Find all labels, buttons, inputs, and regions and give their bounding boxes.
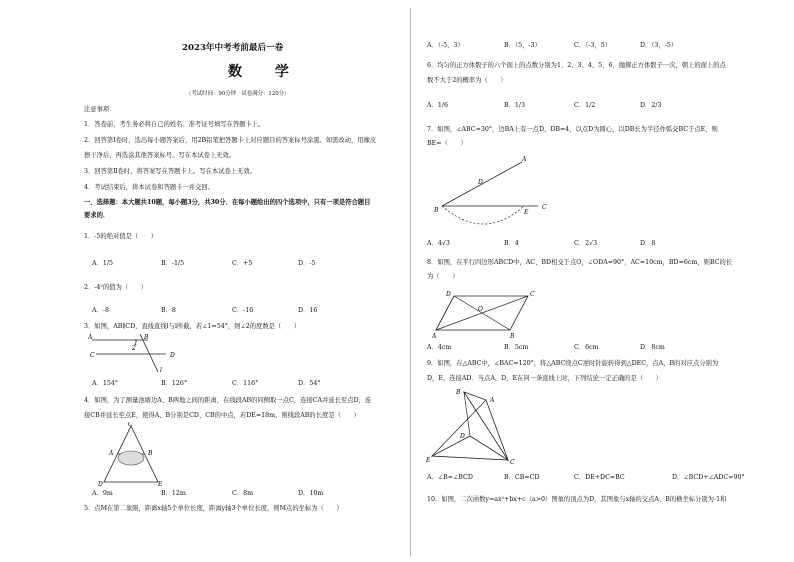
q2-option-d[interactable]: D．16: [298, 307, 318, 314]
q5-option-c[interactable]: C．（-3，5）: [574, 42, 611, 49]
q4-option-b[interactable]: B．12m: [161, 490, 186, 497]
q4-option-a[interactable]: A．9m: [92, 490, 113, 497]
note-item: 擦干净后，再选涂其他答案标号。写在本试卷上无效。: [84, 152, 236, 159]
q8-figure: [432, 286, 542, 340]
q6-option-a[interactable]: A．1/6: [427, 102, 448, 109]
label-a: A: [88, 334, 93, 341]
q4-option-d[interactable]: D．10m: [298, 490, 324, 497]
q7-option-d[interactable]: D．8: [640, 240, 656, 247]
q8-line2: 为（ ）: [427, 273, 459, 280]
q7-option-a[interactable]: A．4√3: [427, 240, 450, 247]
q2-option-b[interactable]: B．8: [161, 307, 176, 314]
q1-option-a[interactable]: A．1/5: [92, 260, 113, 267]
label-d: D: [98, 481, 103, 488]
pond: [118, 451, 144, 465]
q6-option-d[interactable]: D．2/3: [640, 102, 662, 109]
q3-stem: 3．如图，AB∥CD，直线直线l与l所截，若∠1=54°，则∠2的度数是（ ）: [84, 323, 301, 330]
line-l: [140, 334, 158, 372]
label-a: A: [522, 156, 527, 163]
q3-figure: [88, 332, 198, 376]
q1-option-d[interactable]: D．-5: [298, 260, 316, 267]
q7-option-b[interactable]: B．4: [504, 240, 519, 247]
label-a: A: [109, 450, 114, 457]
q5-stem: 5．点M在第二象限，距离x轴5个单位长度，距离y轴3个单位长度，则M点的坐标为（ ）: [84, 505, 343, 512]
q1-stem: 1．-5的绝对值是（ ）: [84, 233, 158, 240]
section-heading-cont: 要求的．: [84, 212, 110, 219]
label-e: E: [524, 209, 529, 216]
label-e: E: [158, 481, 163, 488]
q7-option-c[interactable]: C．2√3: [574, 240, 598, 247]
label-c: C: [542, 204, 547, 211]
label-l: l: [160, 367, 162, 374]
angle-2-label: 2: [132, 345, 136, 352]
q4-line2: 接CB并延长至点E，使得A、B分别是CD、CB的中点，若DE=18m，则线段AB的长度是（ ）: [84, 412, 360, 419]
label-b: B: [144, 334, 149, 341]
label-d: D: [478, 179, 483, 186]
q8-option-d[interactable]: D．8cm: [640, 344, 665, 351]
q2-option-c[interactable]: C．-16: [232, 307, 254, 314]
q5-option-b[interactable]: B．（5，-3）: [504, 42, 541, 49]
q2-stem: 2．-4²的值为（ ）: [84, 284, 148, 291]
q7-line1: 7．如图，∠ABC=30°，边BA上有一点D，DB=4，以点D为圆心，以DB长为半径作弧交BC于点E，则: [427, 126, 718, 133]
q1-option-b[interactable]: B．-1/5: [161, 260, 185, 267]
line-ade: [432, 400, 486, 456]
label-d: D: [446, 291, 451, 298]
diagonal-ac: [436, 296, 528, 330]
label-c: C: [90, 352, 95, 359]
q9-line2: D，E，连接AD．当点A，D，E在同一条直线上时，下列结论一定正确的是（ ）: [427, 375, 662, 382]
arc-be: [442, 206, 524, 224]
label-b: B: [510, 333, 515, 340]
label-b: B: [148, 450, 153, 457]
q9-option-a[interactable]: A．∠B=∠BCD: [427, 474, 473, 481]
q3-option-c[interactable]: C．116°: [232, 380, 259, 387]
q9-option-b[interactable]: B．CB=CD: [504, 474, 540, 481]
section-heading: 一、选择题：本大题共10题，每小题3分，共30分．在每小题给出的四个选项中，只有一项是符合题目: [84, 199, 371, 206]
q9-option-d[interactable]: D．∠BCD+∠ADC=90°: [672, 474, 745, 481]
q8-option-c[interactable]: C．6cm: [574, 344, 599, 351]
q5-option-a[interactable]: A．（-5，3）: [427, 42, 464, 49]
label-c: C: [530, 291, 535, 298]
q8-option-a[interactable]: A．4cm: [427, 344, 452, 351]
label-c: C: [510, 459, 515, 466]
notes-heading: 注意事项：: [84, 106, 116, 113]
label-e: E: [426, 457, 431, 464]
side-da: [436, 296, 454, 330]
q6-option-b[interactable]: B．1/3: [504, 102, 526, 109]
q3-option-d[interactable]: D．54°: [298, 380, 321, 387]
q8-option-b[interactable]: B．5cm: [504, 344, 529, 351]
q6-option-c[interactable]: C．1/2: [574, 102, 596, 109]
triangle-dec: [432, 436, 508, 460]
q10-line1: 10．如图，二次函数y=ax²+bx+c（a>0）图象的顶点为D，其图象与x轴的交点A、B的横坐标分别为-1和: [427, 496, 727, 503]
q3-option-a[interactable]: A．154°: [92, 380, 119, 387]
q9-line1: 9．如图，在△ABC中，∠BAC=120°，将△ABC绕点C逆时针旋转得到△DEC，点A，B的对应点分别为: [427, 360, 719, 367]
q9-figure: [426, 386, 536, 468]
label-c: C: [128, 422, 133, 428]
q7-figure: [432, 150, 562, 232]
q7-line2: BE=（ ）: [427, 140, 467, 147]
note-item: 4．考试结束后，将本试卷和答题卡一并交回。: [84, 184, 214, 191]
segment-bd: [464, 392, 470, 436]
q9-option-c[interactable]: C．DE+DC=BC: [574, 474, 625, 481]
label-d: D: [460, 433, 465, 440]
q4-figure: [96, 422, 166, 488]
q3-option-b[interactable]: B．126°: [161, 380, 188, 387]
label-b: B: [434, 207, 439, 214]
label-d: D: [170, 352, 175, 359]
exam-info: （考试时间：90分钟 试卷满分：120分）: [186, 91, 290, 97]
label-a: A: [432, 333, 437, 340]
label-a: A: [490, 397, 495, 404]
q4-option-c[interactable]: C．8m: [232, 490, 254, 497]
q2-option-a[interactable]: A．-8: [92, 307, 109, 314]
label-b: B: [456, 389, 461, 396]
q6-line2: 数不大于2的概率为（ ）: [427, 77, 507, 84]
q8-line1: 8．如图，在平行四边形ABCD中，AC、BD相交于点O，∠ODA=90°，AC=10cm，BD=6cm，则BC的长: [427, 259, 733, 266]
right-column: [410, 0, 794, 562]
label-o: O: [478, 306, 483, 313]
note-item: 2．回答第Ⅰ卷时，选出每小题答案后，用2B铅笔把答题卡上对应题目的答案标号涂黑。如需改动，用橡皮: [84, 137, 377, 144]
subject-title: 数 学: [228, 64, 303, 80]
angle-1-label: 1: [134, 340, 138, 347]
q6-line1: 6．均匀的正方体骰子的六个面上的点数分别为1、2、3、4、5、6，抛掷正方体骰子一次，朝上的面上的点: [427, 62, 726, 69]
exam-title: 2023年中考考前最后一卷: [182, 43, 284, 53]
q5-option-d[interactable]: D．（3，-5）: [640, 42, 678, 49]
note-item: 1．答卷前，考生务必将自己的姓名、准考证号填写在答题卡上。: [84, 121, 265, 128]
note-item: 3．回答第Ⅱ卷时，将答案写在答题卡上。写在本试卷上无效。: [84, 168, 257, 175]
q4-line1: 4．如图，为了测量池塘边A、B两地之间的距离，在线段AB的同侧取一点C，连接CA并延长至点D，连: [84, 397, 372, 404]
q1-option-c[interactable]: C．+5: [232, 260, 253, 267]
triangle-abc: [464, 392, 508, 460]
